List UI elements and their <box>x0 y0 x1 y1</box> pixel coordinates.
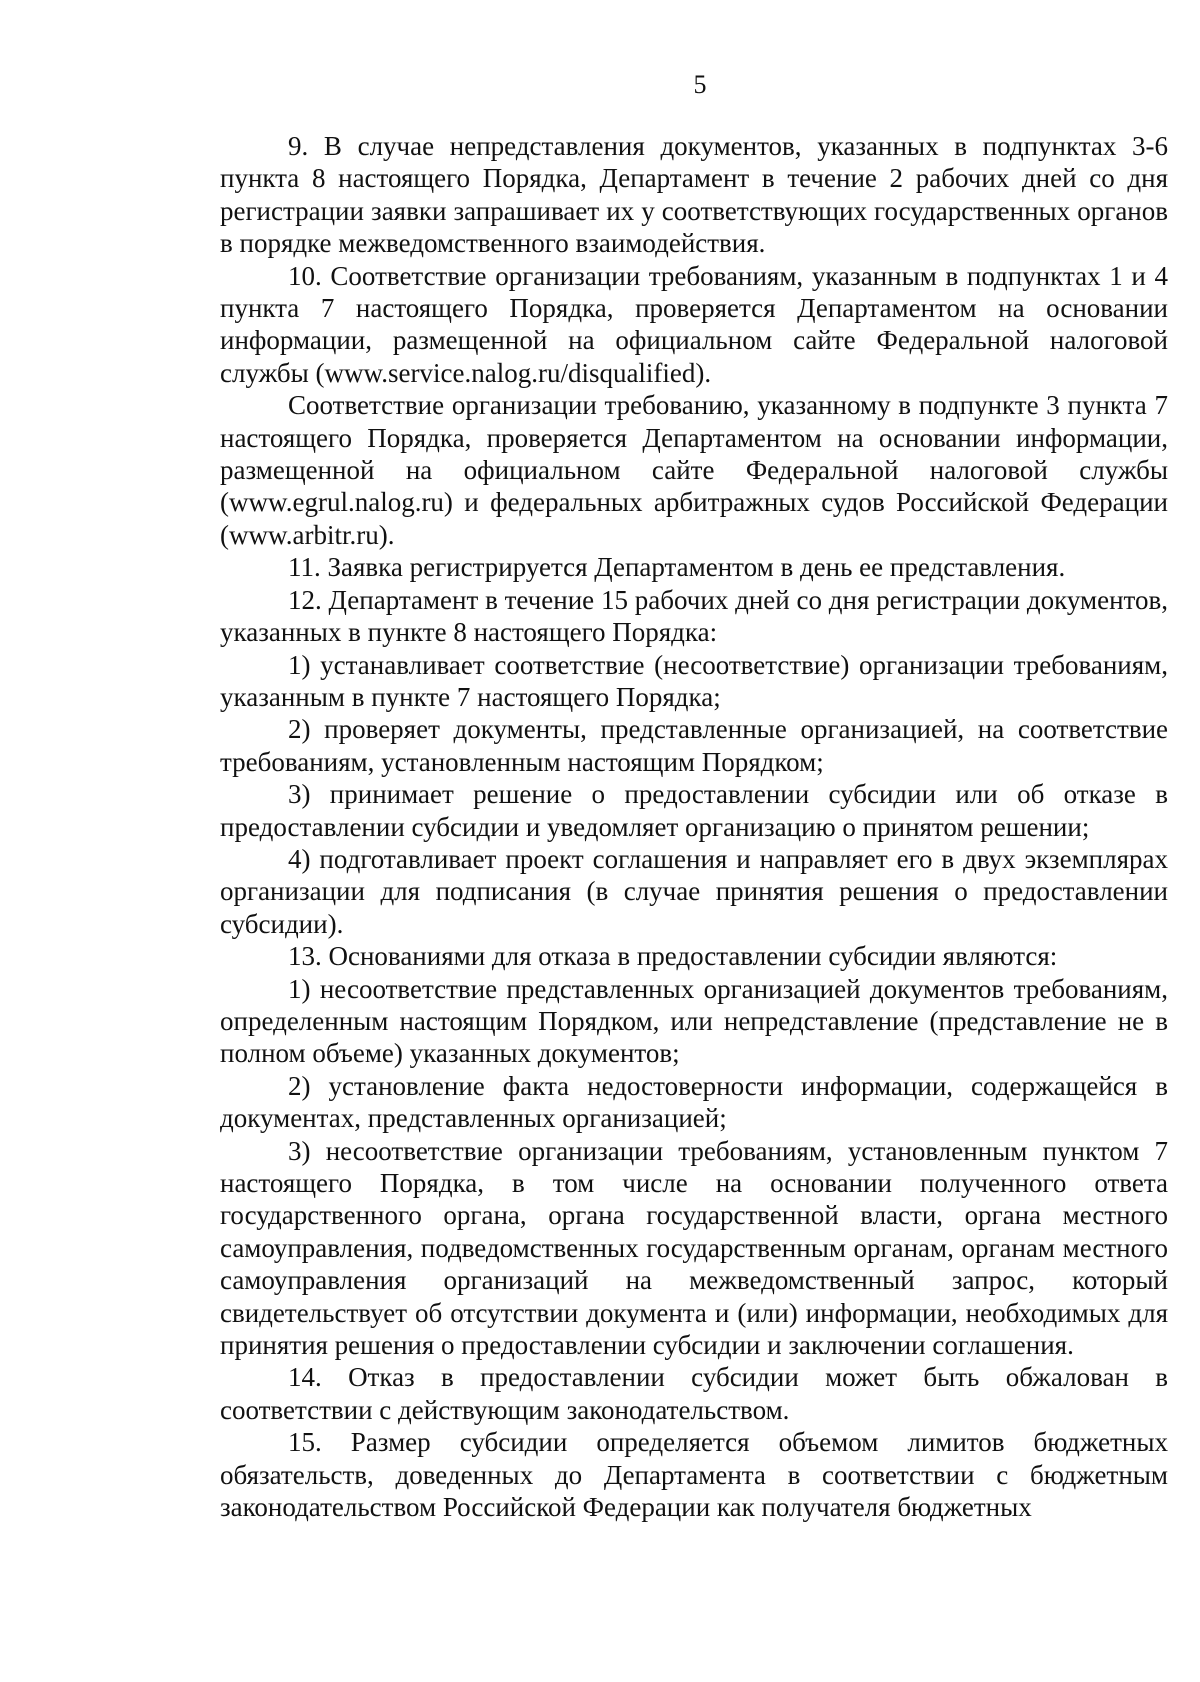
paragraph-13: 13. Основаниями для отказа в предоставлении субсидии являются: <box>288 941 1058 972</box>
paragraph-12-item-2: 2) проверяет документы, представленные организацией, на соответствие требованиям, установленным настоящим Порядком; <box>220 714 1168 777</box>
paragraph-13-item-1: 1) несоответствие представленных организацией документов требованиям, определенным настоящим Порядком, или непредставление (представление не в полном объеме) указанных документов; <box>220 973 1168 1069</box>
page-number: 5 <box>693 70 707 99</box>
paragraph-11: 11. Заявка регистрируется Департаментом в день ее представления. <box>288 552 1066 583</box>
paragraph-13-item-2: 2) установление факта недостоверности информации, содержащейся в документах, представленных организацией; <box>220 1070 1168 1134</box>
paragraph-9: 9. В случае непредставления документов, указанных в подпунктах 3-6 пункта 8 настоящего Порядка, Департамент в течение 2 рабочих дней со дня регистрации заявки запрашивает их у соответствующих государственных органов в порядке межведомственного взаимодействия. <box>220 131 1168 259</box>
paragraph-12-item-1: 1) устанавливает соответствие (несоответствие) организации требованиям, указанным в пункте 7 настоящего Порядка; <box>220 649 1168 712</box>
paragraph-10: 10. Соответствие организации требованиям, указанным в подпунктах 1 и 4 пункта 7 настоящего Порядка, проверяется Департаментом на основании информации, размещенной на официальном сайте Федеральной налоговой службы (www.service.nalog.ru/disqualified). <box>220 260 1168 388</box>
paragraph-15: 15. Размер субсидии определяется объемом лимитов бюджетных обязательств, доведенных до Департамента в соответствии с бюджетным законодательством Российской Федерации как получателя бюджетных <box>220 1427 1168 1523</box>
paragraph-13-item-3: 3) несоответствие организации требованиям, установленным пунктом 7 настоящего Порядка, в том числе на основании полученного ответа государственного органа, органа государственной власти, органа местного самоуправления, подведомственных государственным органам, органам местного самоуправления организаций на межведомственный запрос, который свидетельствует об отсутствии документа и (или) информации, необходимых для принятия решения о предоставлении субсидии и заключении соглашения. <box>220 1135 1168 1361</box>
paragraph-12: 12. Департамент в течение 15 рабочих дней со дня регистрации документов, указанных в пункте 8 настоящего Порядка: <box>220 584 1168 648</box>
paragraph-10-continuation: Соответствие организации требованию, указанному в подпункте 3 пункта 7 настоящего Порядка, проверяется Департаментом на основании информации, размещенной на официальном сайте Федеральной налоговой службы (www.egrul.nalog.ru) и федеральных арбитражных судов Российской Федерации (www.arbitr.ru). <box>220 390 1168 550</box>
document-body <box>220 130 1168 1523</box>
paragraph-14: 14. Отказ в предоставлении субсидии может быть обжалован в соответствии с действующим законодательством. <box>220 1362 1168 1425</box>
paragraph-12-item-3: 3) принимает решение о предоставлении субсидии или об отказе в предоставлении субсидии и уведомляет организацию о принятом решении; <box>220 779 1168 842</box>
paragraph-12-item-4: 4) подготавливает проект соглашения и направляет его в двух экземплярах организации для подписания (в случае принятия решения о предоставлении субсидии). <box>220 843 1168 939</box>
